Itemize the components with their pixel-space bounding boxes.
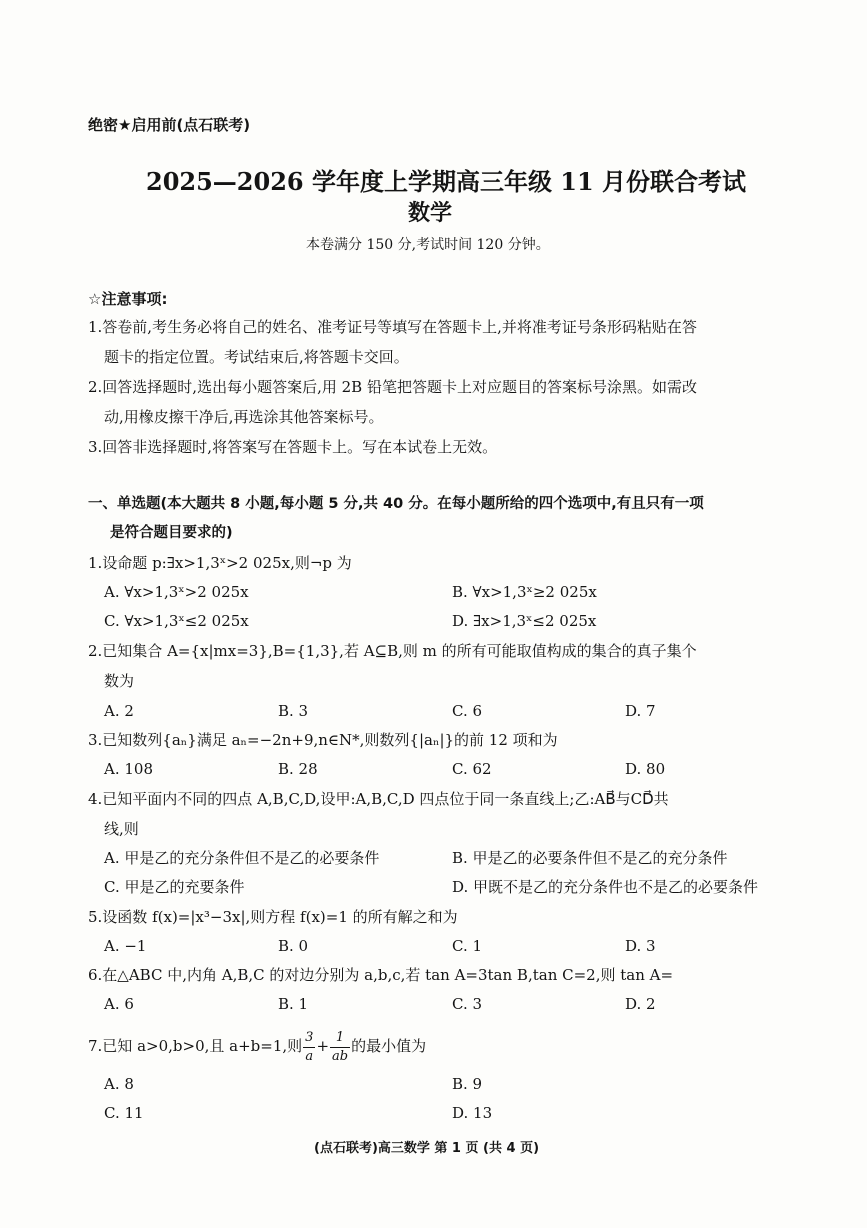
q7-option-a: A. 8 xyxy=(104,1075,134,1093)
q7-frac2-denominator: ab xyxy=(332,1048,349,1064)
confidential-label: 绝密★启用前(点石联考) xyxy=(88,116,251,134)
q7-frac1-denominator: a xyxy=(305,1048,314,1064)
exam-info: 本卷满分 150 分,考试时间 120 分钟。 xyxy=(306,237,550,253)
q5-option-c: C. 1 xyxy=(452,937,483,955)
q5-stem: 5.设函数 f(x)=|x³−3x|,则方程 f(x)=1 的所有解之和为 xyxy=(88,908,458,926)
q6-option-c: C. 3 xyxy=(452,995,483,1013)
q1-option-a: A. ∀x>1,3ˣ>2 025x xyxy=(104,583,249,601)
q6-stem: 6.在△ABC 中,内角 A,B,C 的对边分别为 a,b,c,若 tan A=3tan B,tan C=2,则 tan A= xyxy=(88,966,674,984)
q7-option-d: D. 13 xyxy=(452,1104,493,1122)
q4-option-c: C. 甲是乙的充要条件 xyxy=(104,878,245,896)
q6-option-b: B. 1 xyxy=(278,995,309,1013)
q4-option-d: D. 甲既不是乙的充分条件也不是乙的必要条件 xyxy=(452,878,759,896)
note-2-line1: 2.回答选择题时,选出每小题答案后,用 2B 铅笔把答题卡上对应题目的答案标号涂黑。如需改 xyxy=(88,378,697,396)
q2-option-d: D. 7 xyxy=(625,702,656,720)
section1-heading-cont: 是符合题目要求的) xyxy=(110,525,233,541)
note-1-line1: 1.答卷前,考生务必将自己的姓名、准考证号等填写在答题卡上,并将准考证号条形码粘贴在答 xyxy=(88,318,697,336)
q7-frac1-numerator: 3 xyxy=(303,1030,315,1048)
q2-stem-cont: 数为 xyxy=(104,672,135,690)
q6-option-a: A. 6 xyxy=(104,995,134,1013)
q7-stem xyxy=(88,1030,426,1064)
q3-option-a: A. 108 xyxy=(104,760,153,778)
q4-option-b: B. 甲是乙的必要条件但不是乙的充分条件 xyxy=(452,849,728,867)
q4-stem: 4.已知平面内不同的四点 A,B,C,D,设甲:A,B,C,D 四点位于同一条直线上;乙:AB⃗与CD⃗共 xyxy=(88,790,669,808)
q7-fraction-2 xyxy=(330,1030,350,1064)
q3-option-c: C. 62 xyxy=(452,760,492,778)
q2-option-b: B. 3 xyxy=(278,702,309,720)
q4-option-a: A. 甲是乙的充分条件但不是乙的必要条件 xyxy=(104,849,380,867)
q5-option-a: A. −1 xyxy=(104,937,147,955)
page-footer: (点石联考)高三数学 第 1 页 (共 4 页) xyxy=(314,1141,540,1156)
note-2-line2: 动,用橡皮擦干净后,再选涂其他答案标号。 xyxy=(104,408,384,426)
q7-stem-post: 的最小值为 xyxy=(351,1037,427,1056)
q1-option-c: C. ∀x>1,3ˣ≤2 025x xyxy=(104,612,249,630)
q2-option-c: C. 6 xyxy=(452,702,483,720)
q1-option-d: D. ∃x>1,3ˣ≤2 025x xyxy=(452,612,597,630)
q6-option-d: D. 2 xyxy=(625,995,656,1013)
q3-option-b: B. 28 xyxy=(278,760,318,778)
q1-stem: 1.设命题 p:∃x>1,3ˣ>2 025x,则¬p 为 xyxy=(88,554,352,572)
q2-stem: 2.已知集合 A={x|mx=3},B={1,3},若 A⊆B,则 m 的所有可能取值构成的集合的真子集个 xyxy=(88,642,697,660)
q4-stem-cont: 线,则 xyxy=(104,820,139,838)
subject-title: 数学 xyxy=(408,201,453,226)
q7-frac2-numerator: 1 xyxy=(330,1030,350,1048)
q5-option-b: B. 0 xyxy=(278,937,309,955)
q7-stem-pre: 7.已知 a>0,b>0,且 a+b=1,则 xyxy=(88,1037,303,1056)
q1-option-b: B. ∀x>1,3ˣ≥2 025x xyxy=(452,583,597,601)
q5-option-d: D. 3 xyxy=(625,937,656,955)
q7-fraction-1 xyxy=(303,1030,315,1064)
q7-option-c: C. 11 xyxy=(104,1104,144,1122)
q7-option-b: B. 9 xyxy=(452,1075,483,1093)
q3-option-d: D. 80 xyxy=(625,760,666,778)
q3-stem: 3.已知数列{aₙ}满足 aₙ=−2n+9,n∈N*,则数列{|aₙ|}的前 12 项和为 xyxy=(88,731,558,749)
section1-heading: 一、单选题(本大题共 8 小题,每小题 5 分,共 40 分。在每小题所给的四个选项中,有且只有一项 xyxy=(88,496,704,512)
note-3-line1: 3.回答非选择题时,将答案写在答题卡上。写在本试卷上无效。 xyxy=(88,438,498,456)
note-1-line2: 题卡的指定位置。考试结束后,将答题卡交回。 xyxy=(104,348,409,366)
exam-title: 2025—2026 学年度上学期高三年级 11 月份联合考试 xyxy=(146,167,747,196)
notes-heading: ☆注意事项: xyxy=(88,290,168,308)
q7-plus: + xyxy=(316,1037,330,1056)
q2-option-a: A. 2 xyxy=(104,702,134,720)
